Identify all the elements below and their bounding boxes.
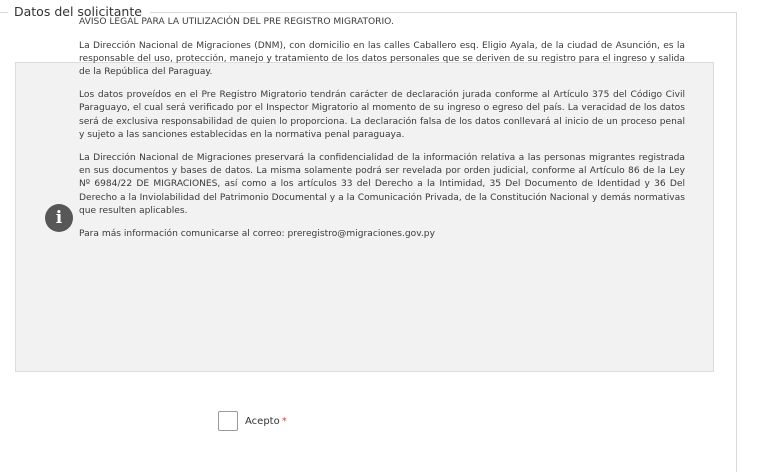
info-icon: i [45, 204, 73, 232]
notice-paragraph: La Dirección Nacional de Migraciones (DNM), con domicilio en las calles Caballero esq. Eligio Ayala, de la ciudad de Asunción, es la responsable del uso, protección, manejo y tratamiento de los datos personales que se deriven de su registro para el ingreso y salida de la República del Paraguay. [79, 40, 685, 77]
accept-control[interactable] [218, 411, 287, 431]
accept-label: Acepto [245, 415, 280, 427]
notice-contact: Para más información comunicarse al correo: preregistro@migraciones.gov.py [79, 229, 435, 240]
notice-title: AVISO LEGAL PARA LA UTILIZACIÓN DEL PRE REGISTRO MIGRATORIO. [79, 17, 394, 27]
legal-notice-text [79, 16, 685, 252]
notice-paragraph: Los datos proveídos en el Pre Registro Migratorio tendrán carácter de declaración jurada conforme al Artículo 375 del Código Civil Paraguayo, el cual será verificado por el Inspector Migratorio al momento de su ingreso o egreso del país. La veracidad de los datos será de exclusiva responsabilidad de quien lo proporciona. La declaración falsa de los datos conllevará al inicio de un proceso penal y sujeto a las sanciones establecidas en la normativa penal paraguaya. [79, 90, 685, 140]
required-marker: * [281, 415, 287, 427]
section-legend: Datos del solicitante [8, 3, 150, 21]
accept-checkbox[interactable] [218, 411, 238, 431]
notice-paragraph: La Dirección Nacional de Migraciones preservará la confidencialidad de la información relativa a las personas migrantes registrada en sus documentos y bases de datos. La misma solamente podrá ser revelada por orden judicial, conforme al Artículo 86 de la Ley Nº 6984/22 DE MIGRACIONES, así como a los artículos 33 del Derecho a la Intimidad, 35 Del Documento de Identidad y 36 Del Derecho a la Inviolabilidad del Patrimonio Documental y a la Comunicación Privada, de la Constitución Nacional y demás normativas que resulten aplicables. [79, 153, 685, 216]
